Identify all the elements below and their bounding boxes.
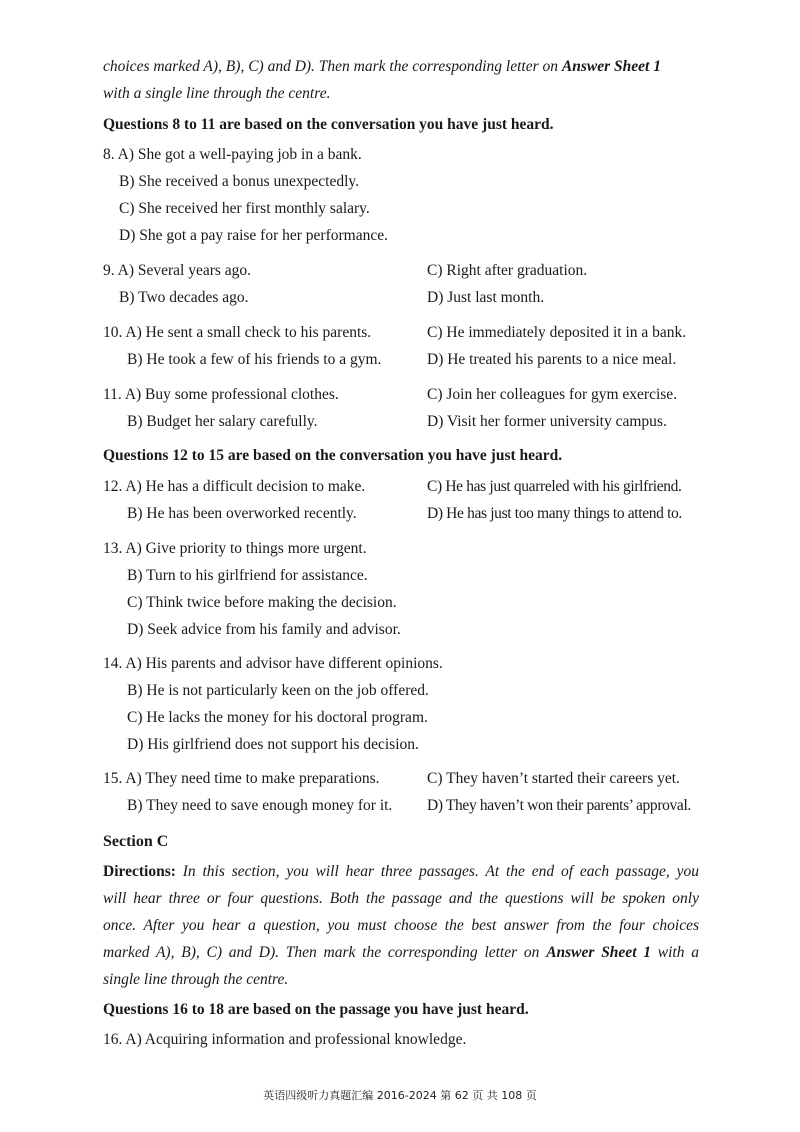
- directions-line-1: Directions: In this section, you will hear three passages. At the end of each passage, you: [103, 863, 699, 880]
- directions-label: Directions:: [103, 863, 176, 880]
- directions-line-2: will hear three or four questions. Both the passage and the questions will be spoken only: [103, 890, 699, 907]
- q11-option-b: B) Budget her salary carefully.: [127, 413, 318, 430]
- directions-line-3: once. After you hear a question, you must choose the best answer from the four choices: [103, 917, 699, 934]
- q10-option-a: 10. A) He sent a small check to his parents.: [103, 324, 372, 341]
- q9-option-b: B) Two decades ago.: [119, 289, 249, 306]
- q14-option-c: C) He lacks the money for his doctoral program.: [127, 709, 428, 726]
- directions-line-5: single line through the centre.: [103, 971, 289, 988]
- group-header-8-11: Questions 8 to 11 are based on the conversation you have just heard.: [103, 116, 554, 133]
- q14-option-a: 14. A) His parents and advisor have different opinions.: [103, 655, 443, 672]
- q9-option-c: C) Right after graduation.: [427, 262, 588, 279]
- q12-option-a: 12. A) He has a difficult decision to make.: [103, 478, 366, 495]
- q16-option-a: 16. A) Acquiring information and professional knowledge.: [103, 1031, 467, 1048]
- q13-option-b: B) Turn to his girlfriend for assistance.: [127, 567, 368, 584]
- intro-line-1: choices marked A), B), C) and D). Then mark the corresponding letter on Answer Sheet 1: [103, 58, 661, 75]
- q8-option-a: 8. A) She got a well-paying job in a bank.: [103, 146, 362, 163]
- page-footer: 英语四级听力真题汇编 2016-2024 第 62 页 共 108 页: [263, 1089, 537, 1102]
- group-header-16-18: Questions 16 to 18 are based on the passage you have just heard.: [103, 1001, 529, 1018]
- answer-sheet-ref: Answer Sheet 1: [561, 58, 661, 75]
- group-header-12-15: Questions 12 to 15 are based on the conversation you have just heard.: [103, 447, 563, 464]
- q15-option-d: D) They haven’t won their parents’ approval.: [427, 797, 691, 814]
- q11-option-d: D) Visit her former university campus.: [427, 413, 667, 430]
- q10-option-c: C) He immediately deposited it in a bank.: [427, 324, 687, 341]
- q11-option-a: 11. A) Buy some professional clothes.: [103, 386, 339, 403]
- q8-option-c: C) She received her first monthly salary.: [119, 200, 370, 217]
- q14-option-d: D) His girlfriend does not support his decision.: [127, 736, 419, 753]
- q9-option-d: D) Just last month.: [427, 289, 545, 306]
- q15-option-b: B) They need to save enough money for it.: [127, 797, 393, 814]
- intro-line-2: with a single line through the centre.: [103, 85, 331, 102]
- q13-option-c: C) Think twice before making the decision.: [127, 594, 397, 611]
- q10-option-b: B) He took a few of his friends to a gym.: [127, 351, 382, 368]
- q9-option-a: 9. A) Several years ago.: [103, 262, 252, 279]
- q8-option-b: B) She received a bonus unexpectedly.: [119, 173, 360, 190]
- q8-option-d: D) She got a pay raise for her performance.: [119, 227, 388, 244]
- q10-option-d: D) He treated his parents to a nice meal.: [427, 351, 677, 368]
- q14-option-b: B) He is not particularly keen on the job offered.: [127, 682, 429, 699]
- q11-option-c: C) Join her colleagues for gym exercise.: [427, 386, 678, 403]
- q13-option-a: 13. A) Give priority to things more urgent.: [103, 540, 367, 557]
- q15-option-c: C) They haven’t started their careers yet.: [427, 770, 680, 787]
- q12-option-c: C) He has just quarreled with his girlfriend.: [427, 478, 682, 495]
- directions-line-4: marked A), B), C) and D). Then mark the corresponding letter on Answer Sheet 1 with a: [103, 944, 699, 961]
- q12-option-b: B) He has been overworked recently.: [127, 505, 357, 522]
- q15-option-a: 15. A) They need time to make preparations.: [103, 770, 380, 787]
- q13-option-d: D) Seek advice from his family and advisor.: [127, 621, 401, 638]
- answer-sheet-ref: Answer Sheet 1: [546, 944, 652, 961]
- section-c-title: Section C: [103, 833, 169, 850]
- q12-option-d: D) He has just too many things to attend to.: [427, 505, 682, 522]
